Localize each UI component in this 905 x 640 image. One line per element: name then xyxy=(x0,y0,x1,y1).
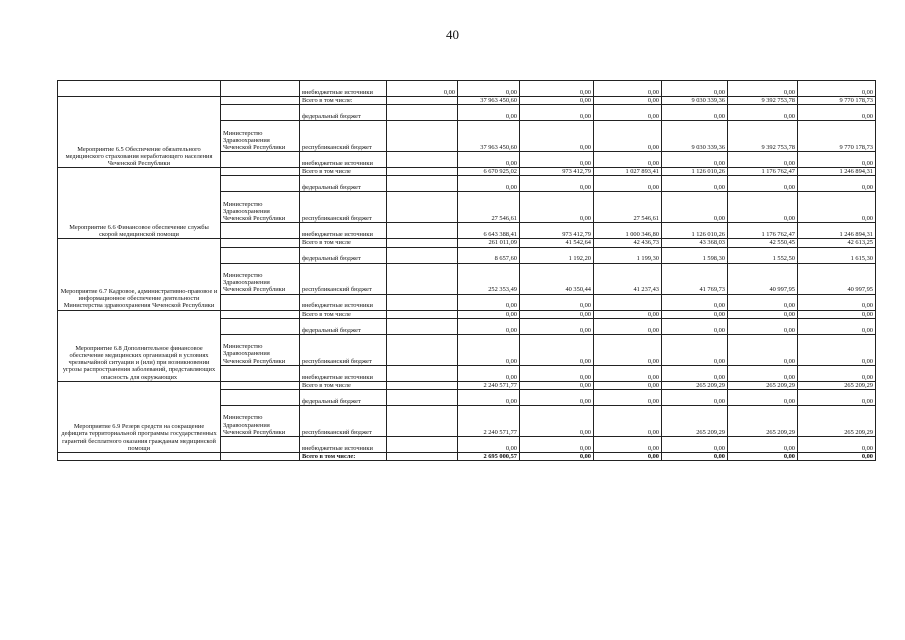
executor-name: Министерство Здравоохранения Чеченской Республики xyxy=(221,334,300,365)
value-cell: 0,00 xyxy=(728,390,798,406)
value-cell: 0,00 xyxy=(798,81,876,97)
value-cell: 40 997,95 xyxy=(798,263,876,294)
value-cell: 9 030 339,36 xyxy=(662,97,728,105)
value-cell: 0,00 xyxy=(728,453,798,461)
value-cell: 43 368,03 xyxy=(662,239,728,247)
value-cell: 0,00 xyxy=(728,192,798,223)
value-cell: 2 695 000,57 xyxy=(458,453,520,461)
funding-source: республиканский бюджет xyxy=(300,263,387,294)
value-cell: 0,00 xyxy=(662,192,728,223)
value-cell xyxy=(387,365,458,381)
table-row xyxy=(58,381,876,389)
value-cell: 252 353,49 xyxy=(458,263,520,294)
executor-name: Министерство Здравоохранения Чеченской Республики xyxy=(221,192,300,223)
value-cell: 2 240 571,77 xyxy=(458,381,520,389)
funding-source: Всего в том числе xyxy=(300,239,387,247)
funding-source: Всего в том числе: xyxy=(300,453,387,461)
value-cell: 0,00 xyxy=(594,81,662,97)
funding-source: федеральный бюджет xyxy=(300,318,387,334)
value-cell xyxy=(594,294,662,310)
value-cell: 0,00 xyxy=(594,105,662,121)
funding-source: республиканский бюджет xyxy=(300,121,387,152)
value-cell: 0,00 xyxy=(520,121,594,152)
value-cell: 1 027 893,41 xyxy=(594,168,662,176)
value-cell: 41 542,64 xyxy=(520,239,594,247)
value-cell: 0,00 xyxy=(520,310,594,318)
value-cell: 0,00 xyxy=(520,437,594,453)
value-cell xyxy=(387,239,458,247)
empty-cell xyxy=(221,168,300,176)
value-cell xyxy=(387,152,458,168)
funding-source: федеральный бюджет xyxy=(300,247,387,263)
value-cell: 0,00 xyxy=(728,318,798,334)
value-cell: 0,00 xyxy=(520,152,594,168)
empty-cell xyxy=(221,294,300,310)
empty-cell xyxy=(221,318,300,334)
value-cell: 0,00 xyxy=(594,406,662,437)
value-cell: 0,00 xyxy=(798,334,876,365)
value-cell: 265 209,29 xyxy=(662,381,728,389)
value-cell: 0,00 xyxy=(594,437,662,453)
value-cell: 9 770 178,73 xyxy=(798,97,876,105)
value-cell: 1 192,20 xyxy=(520,247,594,263)
value-cell: 0,00 xyxy=(798,365,876,381)
value-cell: 41 237,43 xyxy=(594,263,662,294)
value-cell: 0,00 xyxy=(798,176,876,192)
value-cell: 0,00 xyxy=(662,152,728,168)
value-cell: 0,00 xyxy=(594,381,662,389)
value-cell: 0,00 xyxy=(594,390,662,406)
value-cell: 0,00 xyxy=(458,318,520,334)
value-cell: 0,00 xyxy=(728,294,798,310)
value-cell: 27 546,61 xyxy=(594,192,662,223)
value-cell: 0,00 xyxy=(520,453,594,461)
event-name: Мероприятие 6.7 Кадровое, административно-правовое и информационное обеспечение деятельности Министерства здравоохранения Чеченской Республики xyxy=(58,239,221,310)
budget-table xyxy=(57,80,876,461)
value-cell: 0,00 xyxy=(728,105,798,121)
table-row xyxy=(58,97,876,105)
empty-cell xyxy=(221,81,300,97)
funding-source: внебюджетные источники xyxy=(300,81,387,97)
value-cell: 41 769,73 xyxy=(662,263,728,294)
value-cell: 1 199,30 xyxy=(594,247,662,263)
value-cell: 1 000 346,80 xyxy=(594,223,662,239)
executor-name: Министерство Здравоохранения Чеченской Республики xyxy=(221,263,300,294)
value-cell: 0,00 xyxy=(458,365,520,381)
value-cell: 0,00 xyxy=(662,390,728,406)
value-cell: 973 412,79 xyxy=(520,223,594,239)
value-cell: 0,00 xyxy=(662,334,728,365)
value-cell: 0,00 xyxy=(520,381,594,389)
value-cell xyxy=(387,453,458,461)
value-cell: 973 412,79 xyxy=(520,168,594,176)
value-cell: 42 613,25 xyxy=(798,239,876,247)
funding-source: федеральный бюджет xyxy=(300,176,387,192)
value-cell: 0,00 xyxy=(798,192,876,223)
empty-cell xyxy=(221,365,300,381)
empty-cell xyxy=(221,176,300,192)
value-cell: 0,00 xyxy=(728,365,798,381)
funding-source: республиканский бюджет xyxy=(300,334,387,365)
value-cell: 0,00 xyxy=(728,176,798,192)
grand-total-row xyxy=(58,453,876,461)
funding-source: федеральный бюджет xyxy=(300,390,387,406)
table-row xyxy=(58,239,876,247)
executor-name: Министерство Здравоохранения Чеченской Республики xyxy=(221,121,300,152)
value-cell xyxy=(387,406,458,437)
executor-name: Министерство Здравоохранения Чеченской Республики xyxy=(221,406,300,437)
value-cell: 0,00 xyxy=(520,365,594,381)
value-cell: 0,00 xyxy=(798,310,876,318)
value-cell xyxy=(387,247,458,263)
value-cell: 8 657,60 xyxy=(458,247,520,263)
value-cell: 0,00 xyxy=(520,390,594,406)
funding-source: республиканский бюджет xyxy=(300,192,387,223)
value-cell: 0,00 xyxy=(798,294,876,310)
funding-source: внебюджетные источники xyxy=(300,152,387,168)
value-cell: 0,00 xyxy=(520,97,594,105)
value-cell xyxy=(387,97,458,105)
table-row xyxy=(58,168,876,176)
value-cell: 1 176 762,47 xyxy=(728,168,798,176)
table-row xyxy=(58,81,876,97)
value-cell xyxy=(387,334,458,365)
value-cell: 0,00 xyxy=(662,81,728,97)
value-cell: 0,00 xyxy=(662,437,728,453)
value-cell: 0,00 xyxy=(594,310,662,318)
value-cell: 0,00 xyxy=(458,310,520,318)
value-cell: 9 392 753,78 xyxy=(728,121,798,152)
empty-cell xyxy=(221,247,300,263)
value-cell: 0,00 xyxy=(458,437,520,453)
value-cell: 0,00 xyxy=(520,294,594,310)
value-cell xyxy=(387,263,458,294)
funding-source: Всего в том числе: xyxy=(300,97,387,105)
funding-source: внебюджетные источники xyxy=(300,223,387,239)
value-cell: 0,00 xyxy=(662,318,728,334)
value-cell: 0,00 xyxy=(458,294,520,310)
value-cell xyxy=(387,105,458,121)
value-cell: 0,00 xyxy=(520,176,594,192)
event-name: Мероприятие 6.8 Дополнительное финансовое обеспечение медицинских организаций в условиях чрезвычайной ситуации и (или) при возникновении угрозы распространения заболеваний, представляющих опасность для окружающих xyxy=(58,310,221,381)
empty-cell xyxy=(58,453,221,461)
value-cell xyxy=(387,381,458,389)
value-cell: 0,00 xyxy=(662,176,728,192)
value-cell: 0,00 xyxy=(662,453,728,461)
value-cell: 0,00 xyxy=(594,97,662,105)
value-cell: 0,00 xyxy=(387,81,458,97)
value-cell: 1 615,30 xyxy=(798,247,876,263)
value-cell: 1 552,50 xyxy=(728,247,798,263)
funding-source: республиканский бюджет xyxy=(300,406,387,437)
empty-cell xyxy=(221,97,300,105)
event-name: Мероприятие 6.6 Финансовое обеспечение службы скорой медицинской помощи xyxy=(58,168,221,239)
value-cell: 6 643 388,41 xyxy=(458,223,520,239)
value-cell: 0,00 xyxy=(520,406,594,437)
value-cell xyxy=(387,121,458,152)
value-cell: 265 209,29 xyxy=(662,406,728,437)
value-cell: 0,00 xyxy=(798,105,876,121)
value-cell: 0,00 xyxy=(520,81,594,97)
value-cell: 0,00 xyxy=(798,390,876,406)
value-cell: 9 770 178,73 xyxy=(798,121,876,152)
value-cell: 0,00 xyxy=(458,334,520,365)
value-cell xyxy=(387,223,458,239)
value-cell: 0,00 xyxy=(798,437,876,453)
value-cell: 0,00 xyxy=(520,318,594,334)
value-cell: 0,00 xyxy=(798,453,876,461)
value-cell: 0,00 xyxy=(594,365,662,381)
value-cell: 0,00 xyxy=(520,192,594,223)
value-cell xyxy=(387,168,458,176)
empty-cell xyxy=(221,239,300,247)
value-cell xyxy=(387,176,458,192)
funding-source: Всего в том числе xyxy=(300,381,387,389)
value-cell xyxy=(387,310,458,318)
value-cell: 0,00 xyxy=(594,121,662,152)
empty-cell xyxy=(221,223,300,239)
value-cell: 0,00 xyxy=(594,152,662,168)
page-number: 40 xyxy=(446,27,459,42)
funding-source: внебюджетные источники xyxy=(300,294,387,310)
empty-cell xyxy=(221,310,300,318)
empty-cell xyxy=(221,453,300,461)
value-cell: 37 963 450,60 xyxy=(458,97,520,105)
value-cell: 0,00 xyxy=(594,334,662,365)
value-cell: 0,00 xyxy=(662,365,728,381)
funding-source: федеральный бюджет xyxy=(300,105,387,121)
value-cell: 0,00 xyxy=(458,105,520,121)
value-cell xyxy=(387,390,458,406)
empty-cell xyxy=(58,81,221,97)
value-cell: 0,00 xyxy=(458,152,520,168)
value-cell: 265 209,29 xyxy=(798,406,876,437)
value-cell: 0,00 xyxy=(520,105,594,121)
event-name: Мероприятие 6.9 Резерв средств на сокращение дефицита территориальной программы государственных гарантий бесплатного оказания гражданам медицинской помощи xyxy=(58,381,221,452)
event-name: Мероприятие 6.5 Обеспечение обязательного медицинского страхования неработающего населения Чеченской Республики xyxy=(58,97,221,168)
value-cell: 0,00 xyxy=(662,310,728,318)
value-cell: 261 011,09 xyxy=(458,239,520,247)
empty-cell xyxy=(221,390,300,406)
value-cell: 9 392 753,78 xyxy=(728,97,798,105)
value-cell: 40 997,95 xyxy=(728,263,798,294)
value-cell: 42 436,73 xyxy=(594,239,662,247)
value-cell: 0,00 xyxy=(728,81,798,97)
value-cell: 0,00 xyxy=(728,310,798,318)
value-cell: 0,00 xyxy=(798,152,876,168)
value-cell: 0,00 xyxy=(458,81,520,97)
value-cell: 9 030 339,36 xyxy=(662,121,728,152)
empty-cell xyxy=(221,152,300,168)
value-cell xyxy=(387,294,458,310)
value-cell: 0,00 xyxy=(594,453,662,461)
value-cell: 42 550,45 xyxy=(728,239,798,247)
value-cell: 1 126 010,26 xyxy=(662,168,728,176)
funding-source: Всего в том числе xyxy=(300,168,387,176)
value-cell: 27 546,61 xyxy=(458,192,520,223)
value-cell: 0,00 xyxy=(728,152,798,168)
empty-cell xyxy=(221,381,300,389)
value-cell: 2 240 571,77 xyxy=(458,406,520,437)
value-cell: 37 963 450,60 xyxy=(458,121,520,152)
value-cell: 1 126 010,26 xyxy=(662,223,728,239)
funding-source: Всего в том числе xyxy=(300,310,387,318)
value-cell: 1 246 894,31 xyxy=(798,223,876,239)
value-cell: 6 670 925,02 xyxy=(458,168,520,176)
value-cell xyxy=(387,192,458,223)
value-cell: 0,00 xyxy=(662,294,728,310)
value-cell: 0,00 xyxy=(594,176,662,192)
value-cell: 0,00 xyxy=(662,105,728,121)
value-cell: 1 246 894,31 xyxy=(798,168,876,176)
empty-cell xyxy=(221,437,300,453)
value-cell: 265 209,29 xyxy=(798,381,876,389)
value-cell: 1 176 762,47 xyxy=(728,223,798,239)
table-row xyxy=(58,310,876,318)
value-cell: 0,00 xyxy=(728,334,798,365)
value-cell: 0,00 xyxy=(728,437,798,453)
value-cell xyxy=(387,318,458,334)
value-cell: 265 209,29 xyxy=(728,406,798,437)
funding-source: внебюджетные источники xyxy=(300,437,387,453)
budget-table-body xyxy=(58,81,876,461)
value-cell: 1 598,30 xyxy=(662,247,728,263)
value-cell: 265 209,29 xyxy=(728,381,798,389)
value-cell: 0,00 xyxy=(594,318,662,334)
value-cell: 0,00 xyxy=(458,176,520,192)
value-cell: 40 350,44 xyxy=(520,263,594,294)
value-cell xyxy=(387,437,458,453)
value-cell: 0,00 xyxy=(798,318,876,334)
value-cell: 0,00 xyxy=(458,390,520,406)
funding-source: внебюджетные источники xyxy=(300,365,387,381)
value-cell: 0,00 xyxy=(520,334,594,365)
empty-cell xyxy=(221,105,300,121)
